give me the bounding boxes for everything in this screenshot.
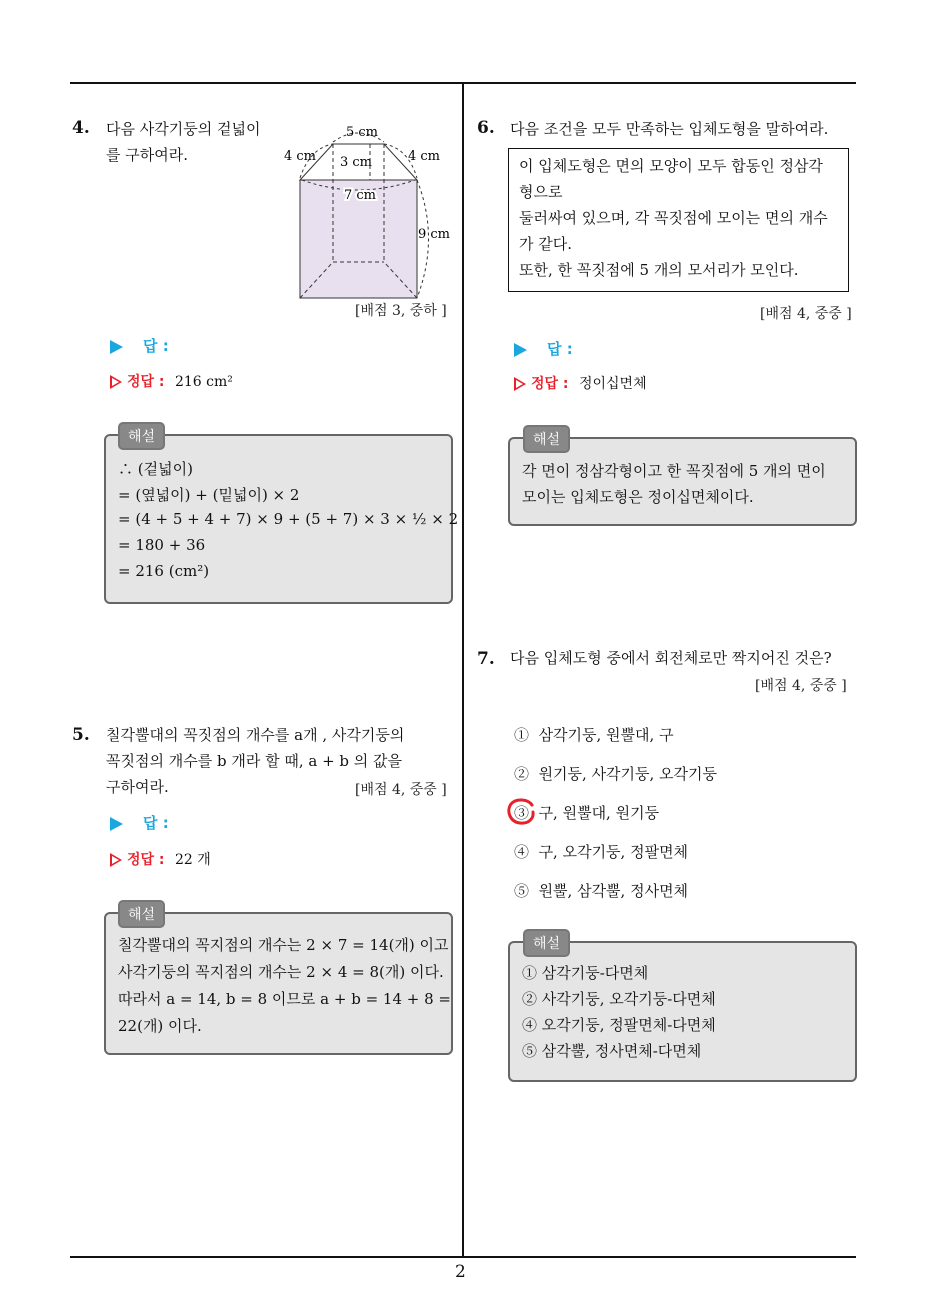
label-inner-height: 3 cm	[340, 155, 373, 170]
q4-expl-line: ∴ (겉넓이)	[118, 460, 193, 478]
q7-explanation-tag: 해설	[523, 929, 570, 957]
q4-text-line2: 를 구하여라.	[106, 146, 188, 164]
q7-score: [배점 4, 중중 ]	[755, 678, 847, 694]
q7-number: 7.	[477, 649, 495, 669]
choice-mark: ④	[514, 843, 530, 861]
q6-explanation-tag: 해설	[523, 425, 570, 453]
q4-expl-line: = 180 + 36	[118, 536, 206, 554]
q5-correct-label: 정답 :	[127, 852, 165, 868]
choice-mark: ⑤	[514, 882, 530, 900]
bottom-rule	[70, 1256, 856, 1258]
q6-number: 6.	[477, 118, 495, 138]
q6-expl-line: 각 면이 정삼각형이고 한 꼭짓점에 5 개의 면이	[522, 462, 826, 480]
q6-answer-label: 답 :	[547, 340, 573, 358]
q4-answer-row	[110, 335, 169, 356]
q7-text: 다음 입체도형 중에서 회전체로만 짝지어진 것은?	[510, 649, 832, 667]
correct-arrow-icon	[110, 375, 122, 389]
q6-score: [배점 4, 중중 ]	[760, 306, 852, 322]
q6-correct-value: 정이십면체	[578, 376, 647, 392]
answer-arrow-icon	[110, 817, 123, 831]
label-left-slant: 4 cm	[284, 149, 317, 164]
q6-condition-box	[508, 148, 849, 292]
condition-line: 또한, 한 꼭짓점에 5 개의 모서리가 모인다.	[519, 261, 799, 279]
q4-answer-label: 답 :	[143, 337, 169, 355]
q5-expl-line: 22(개) 이다.	[118, 1017, 202, 1035]
label-side: 9 cm	[418, 227, 451, 242]
q5-text-line1: 칠각뿔대의 꼭짓점의 개수를 a개 , 사각기둥의	[106, 726, 405, 744]
q5-explanation-tag: 해설	[118, 900, 165, 928]
q5-text-line2: 꼭짓점의 개수를 b 개라 할 때, a + b 의 값을	[106, 752, 403, 770]
condition-line: 둘러싸여 있으며, 각 꼭짓점에 모이는 면의 개수	[519, 209, 828, 227]
choice-text: 원뿔, 삼각뿔, 정사면체	[538, 882, 689, 900]
selected-circle-icon	[506, 797, 538, 827]
q5-expl-line: 따라서 a = 14, b = 8 이므로 a + b = 14 + 8 =	[118, 990, 451, 1008]
q5-correct-value: 22 개	[174, 852, 211, 868]
choice-mark: ①	[514, 726, 530, 744]
choice-text: 삼각기둥, 원뿔대, 구	[538, 726, 674, 744]
answer-arrow-icon	[110, 340, 123, 354]
q4-expl-line: = 216 (cm²)	[118, 562, 210, 580]
q5-correct-row	[110, 849, 211, 869]
condition-line: 가 같다.	[519, 235, 573, 253]
q6-text: 다음 조건을 모두 만족하는 입체도형을 말하여라.	[510, 120, 829, 138]
choice-text: 구, 오각기둥, 정팔면체	[538, 843, 689, 861]
correct-arrow-icon	[514, 377, 526, 391]
choice-mark: ③	[514, 804, 530, 822]
q4-expl-line: = (4 + 5 + 4 + 7) × 9 + (5 + 7) × 3 × ½ × 2	[118, 510, 459, 528]
column-divider	[462, 83, 464, 1258]
q4-expl-line: = (옆넓이) + (밑넓이) × 2	[118, 486, 300, 504]
q5-answer-label: 답 :	[143, 814, 169, 832]
q7-choice-2[interactable]	[514, 763, 717, 784]
q4-correct-label: 정답 :	[127, 374, 165, 390]
choice-mark: ②	[514, 765, 530, 783]
condition-line: 형으로	[519, 183, 563, 201]
correct-arrow-icon	[110, 853, 122, 867]
q6-expl-line: 모이는 입체도형은 정이십면체이다.	[522, 488, 754, 506]
q5-expl-line: 사각기둥의 꼭지점의 개수는 2 × 4 = 8(개) 이다.	[118, 963, 444, 981]
q5-text-line3: 구하여라.	[106, 778, 169, 796]
q4-number: 4.	[72, 118, 90, 138]
q6-answer-row	[514, 338, 573, 359]
answer-arrow-icon	[514, 343, 527, 357]
choice-text: 원기둥, 사각기둥, 오각기둥	[538, 765, 718, 783]
q6-correct-label: 정답 :	[531, 376, 569, 392]
q5-expl-line: 칠각뿔대의 꼭지점의 개수는 2 × 7 = 14(개) 이고	[118, 936, 449, 954]
label-bottom: 7 cm	[344, 188, 377, 203]
q7-choice-4[interactable]	[514, 841, 688, 862]
q7-choice-1[interactable]	[514, 724, 674, 745]
condition-line: 이 입체도형은 면의 모양이 모두 합동인 정삼각	[519, 157, 823, 175]
q4-correct-value: 216 cm²	[174, 374, 233, 390]
q4-correct-row	[110, 371, 233, 391]
choice-text: 구, 원뿔대, 원기둥	[538, 804, 660, 822]
q7-expl-line: ② 사각기둥, 오각기둥-다면체	[522, 990, 716, 1008]
q7-expl-line: ④ 오각기둥, 정팔면체-다면체	[522, 1016, 716, 1034]
q7-choice-5[interactable]	[514, 880, 688, 901]
q6-correct-row	[514, 373, 647, 393]
q4-text-line1: 다음 사각기둥의 겉넓이	[106, 120, 261, 138]
q7-expl-line: ⑤ 삼각뿔, 정사면체-다면체	[522, 1042, 702, 1060]
q4-score: [배점 3, 중하 ]	[355, 303, 447, 319]
prism-figure	[280, 118, 460, 308]
q5-number: 5.	[72, 725, 90, 745]
q5-answer-row	[110, 812, 169, 833]
q4-explanation-tag: 해설	[118, 422, 165, 450]
q5-score: [배점 4, 중중 ]	[355, 782, 447, 798]
q7-expl-line: ① 삼각기둥-다면체	[522, 964, 649, 982]
label-right-slant: 4 cm	[408, 149, 441, 164]
page-number: 2	[455, 1262, 466, 1282]
label-top: 5 cm	[346, 125, 379, 140]
